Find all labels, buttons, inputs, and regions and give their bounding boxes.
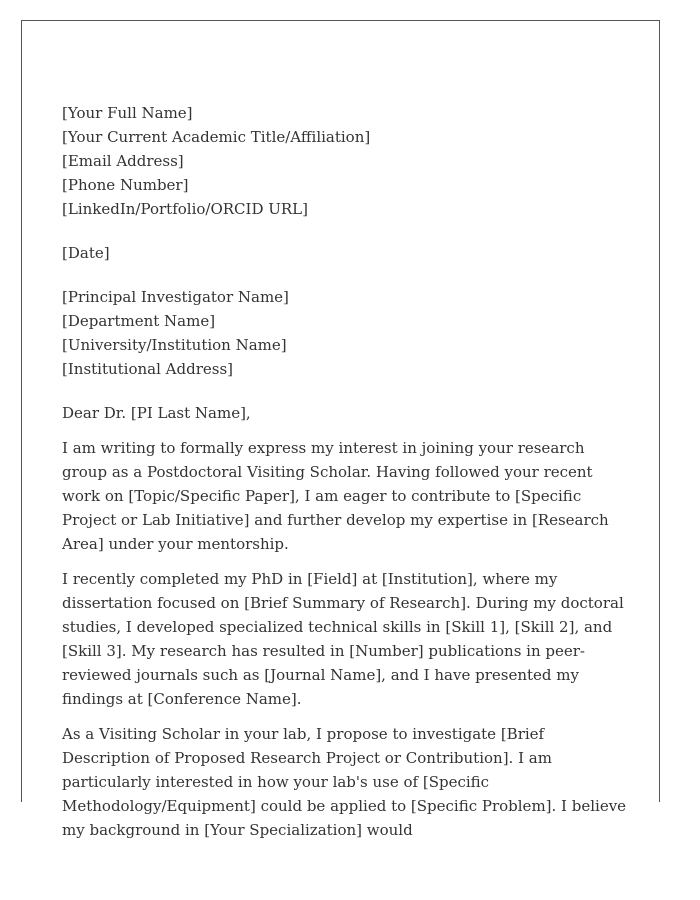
recipient-department: [Department Name] bbox=[62, 312, 216, 330]
recipient-name: [Principal Investigator Name] bbox=[62, 288, 289, 306]
letter-page bbox=[21, 20, 660, 839]
letter-date: [Date] bbox=[62, 244, 110, 262]
paragraph-intro: I am writing to formally express my interest in joining your research group as a Postdoctoral Visiting Scholar. Having followed your recent work on [Topic/Specific Paper], I am eager to contribute to [Specific Project or Lab Initiative] and further develop my expertise in [Research Area] under your mentorship. bbox=[62, 439, 609, 553]
salutation: Dear Dr. [PI Last Name], bbox=[62, 404, 251, 422]
paragraph-background: I recently completed my PhD in [Field] at [Institution], where my dissertation focused on [Brief Summary of Research]. During my doctoral studies, I developed specialized technical skills in [Skill 1], [Skill 2], and [Skill 3]. My research has resulted in [Number] publications in peer-reviewed journals such as [Journal Name], and I have presented my findings at [Conference Name]. bbox=[62, 570, 624, 708]
sender-phone: [Phone Number] bbox=[62, 176, 189, 194]
paragraph-proposal: As a Visiting Scholar in your lab, I propose to investigate [Brief Description of Proposed Research Project or Contribution]. I am particularly interested in how your lab's use of [Specific Methodology/Equipment] could be applied to [Specific Problem]. I believe my background in [Your Specialization] would bbox=[62, 725, 627, 839]
sender-block bbox=[62, 101, 632, 221]
sender-email: [Email Address] bbox=[62, 152, 184, 170]
letter-body bbox=[62, 101, 632, 853]
sender-title: [Your Current Academic Title/Affiliation] bbox=[62, 128, 371, 146]
sender-name: [Your Full Name] bbox=[62, 104, 193, 122]
sender-url: [LinkedIn/Portfolio/ORCID URL] bbox=[62, 200, 308, 218]
recipient-block bbox=[62, 285, 632, 381]
date-block bbox=[62, 241, 632, 265]
recipient-institution: [University/Institution Name] bbox=[62, 336, 287, 354]
recipient-address: [Institutional Address] bbox=[62, 360, 234, 378]
